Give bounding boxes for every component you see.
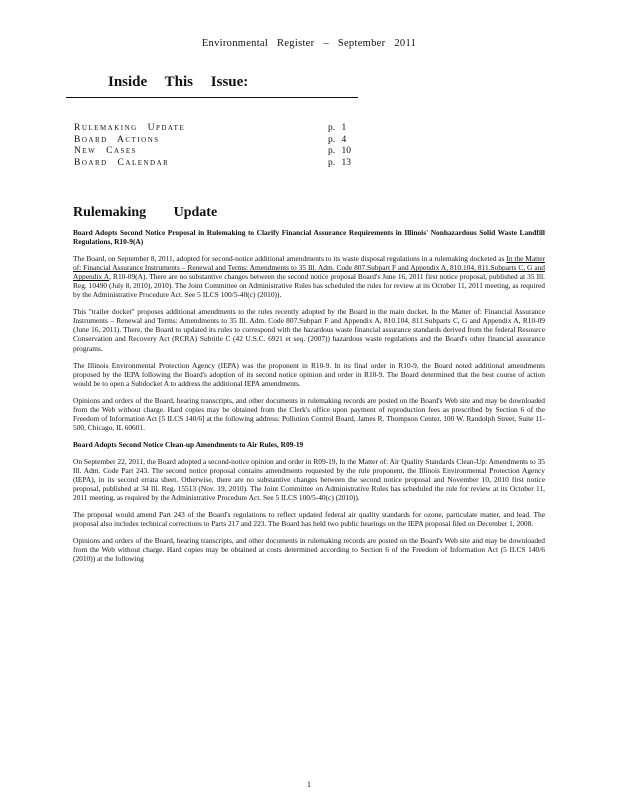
inside-this-issue-heading: Inside This Issue: [108, 74, 249, 90]
page-number: 1 [307, 780, 311, 789]
article-paragraph: The proposal would amend Part 243 of the Board's regulations to reflect updated federal air quality standards for ozone, particulate matter, and lead. The proposal also includes technical corrections to Parts 217 and 223. The Board has held two public hearings on the IEPA proposal filed on December 1, 2008. [73, 510, 545, 529]
article-paragraph: The Illinois Environmental Protection Agency (IEPA) was the proponent in R10-9. In its final order in R10-9, the Board noted additional amendments proposed by the IEPA following the Board's adoption of its second notice opinion and order in R10-9. The Board determined that the best course of action would be to open a Subdocket A to address the additional IEPA amendments. [73, 360, 545, 388]
toc-item-page: p. 4 [328, 134, 347, 145]
toc-item[interactable] [74, 146, 364, 158]
article-paragraph: On September 22, 2011, the Board adopted a second-notice opinion and order in R09-19, In the Matter of: Air Quality Standards Clean-Up: Amendments to 35 Ill. Adm. Code Part 243. The second notice proposal contains amendments requested by the rule proponent, the Illinois Environmental Protection Agency (IEPA), in its second errata sheet. Otherwise, there are no substantive changes between the second notice proposal and November 10, 2010 first notice proposal, published at 34 Ill. Reg. 15513 (Nov. 19, 2010). The Joint Committee on Administrative Rules has scheduled the rule for review at its October 11, 2011 meeting, as required by the Administrative Procedure Act. See 5 ILCS 100/5-40(c) (2010)). [73, 456, 545, 503]
article-paragraph: This "trailer docket" proposes additional amendments to the rules recently adopted by the Board in the main docket. In the Matter of: Financial Assurance Instruments – Renewal and Terms: Amendments to 35 Ill. Adm. Code 807.Subpart F and Appendix A, 810.104, 811.Subparts C, G and Appendix A, R10-09 (June 16, 2011). There, the Board to updated its rules to correspond with the hazardous waste financial assurance standards derived from the federal Resource Conservation and Recovery Act (RCRA) Subtitle C (42 U.S.C. 6921 et seq. (2007)) hazardous waste regulations and the Board's other financial assurance programs. [73, 307, 545, 353]
running-header: Environmental Register – September 2011 [201, 38, 417, 49]
article-paragraph: Opinions and orders of the Board, hearing transcripts, and other documents in rulemaking records are posted on the Board's Web site and may be downloaded from the Web without charge. Hard copies may be obtained at costs determined according to Section 6 of the Freedom of Information Act (5 ILCS 140/6 (2010)) at the following [73, 536, 545, 564]
article-paragraph: Opinions and orders of the Board, hearing transcripts, and other documents in rulemaking records are posted on the Board's Web site and may be downloaded from the Web without charge. Hard copies may be obtained from the Clerk's office upon payment of reproduction fees as prescribed by Section 6 of the Freedom of Information Act [5 ILCS 140/6] at the following address: Pollution Control Board, James R. Thompson Center, 100 W. Randolph Street, Suite 11-500, Chicago, IL 60601. [73, 395, 545, 432]
toc-item-label: Board Actions [74, 134, 160, 145]
toc-item[interactable] [74, 158, 364, 170]
toc-item-label: New Cases [74, 146, 138, 156]
toc-item-page: p. 10 [328, 146, 351, 156]
toc-item-label: Board Calendar [74, 157, 170, 168]
heading-rule [66, 97, 358, 98]
article-headline: Board Adopts Second Notice Proposal in Rulemaking to Clarify Financial Assurance Requirements in Illinois' Nonhazardous Solid Waste Landfill Regulations, R10-9(A) [73, 228, 545, 247]
table-of-contents [74, 123, 364, 169]
article-paragraph [73, 254, 545, 299]
toc-item-page: p. 1 [328, 123, 347, 133]
section-title: Rulemaking Update [73, 205, 218, 220]
article-body [73, 228, 545, 571]
case-title-link[interactable]: In the Matter of: Financial Assurance Instruments – Renewal and Terms: Amendments to 35 Ill. Adm. Code 807.Subpart F and Appendix A, 810.104, 811.Subparts C, G and Appendix A [73, 254, 545, 282]
paragraph-text: The Board, on September 8, 2011, adopted for second-notice additional amendments to its waste disposal regulations in a rulemaking docketed as [73, 254, 507, 264]
paragraph-text: , R10-09(A). There are no substantive changes between the second notice proposal Board's June 16, 2011 first notice proposal, published at 35 Ill. Reg. 10490 (July 8, 2010), 2010). The Joint Committee on Administrative Rules has scheduled the rules for review at its October 11, 2011 meeting, as required by the Administrative Procedure Act. See 5 ILCS 100/5-40(c) (2010)). [73, 272, 545, 300]
article-headline: Board Adopts Second Notice Clean-up Amendments to Air Rules, R09-19 [73, 439, 304, 449]
toc-item[interactable] [74, 123, 364, 135]
toc-item-label: Rulemaking Update [74, 123, 186, 133]
toc-item-page: p. 13 [328, 157, 351, 168]
toc-item[interactable] [74, 135, 364, 147]
